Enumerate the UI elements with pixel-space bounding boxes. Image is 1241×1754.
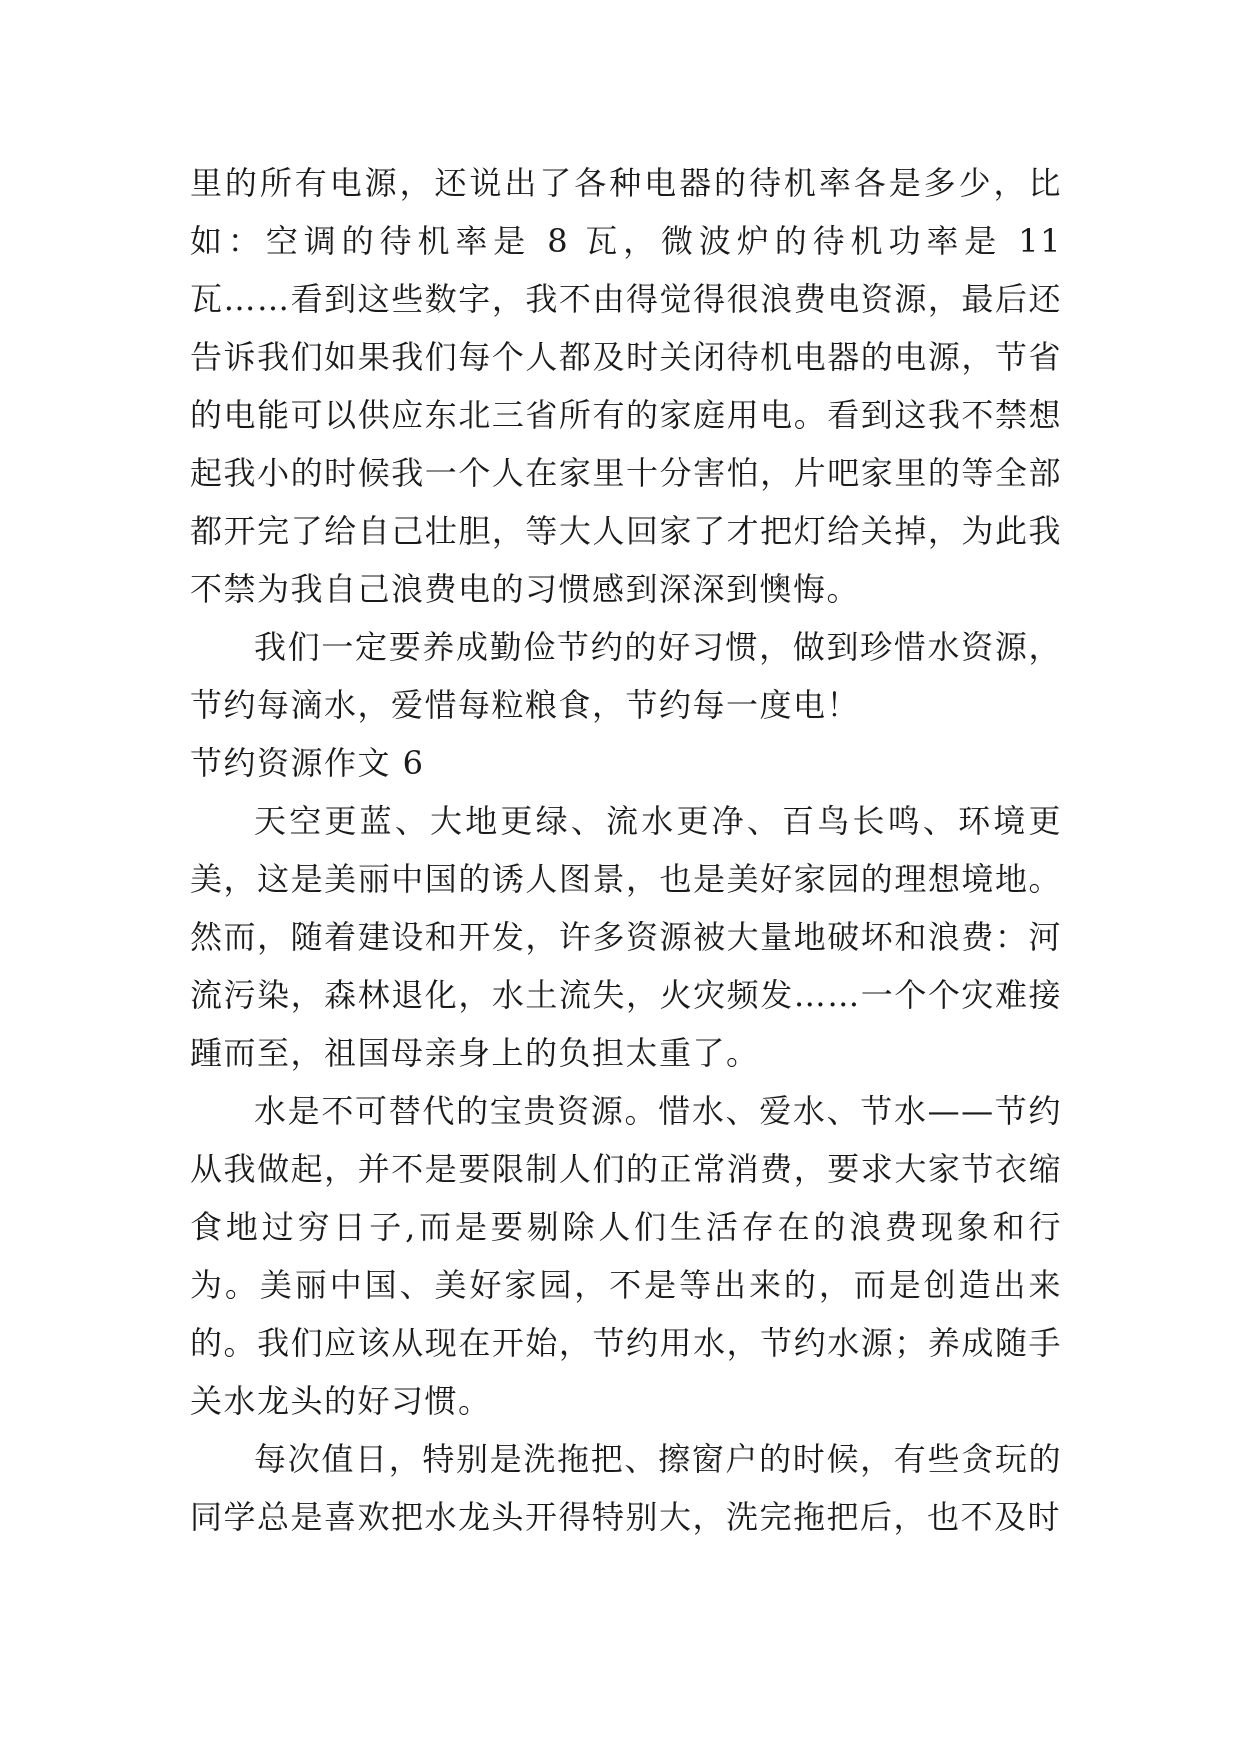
- paragraph-continued: 里的所有电源，还说出了各种电器的待机率各是多少，比如：空调的待机率是 8 瓦，微波炉的待机功率是 11 瓦……看到这些数字，我不由得觉得很浪费电资源，最后还告诉我们如果我们每个人都及时关闭待机电器的电源，节省的电能可以供应东北三省所有的家庭用电。看到这我不禁想起我小的时候我一个人在家里十分害怕，片吧家里的等全部都开完了给自己壮胆，等大人回家了才把灯给关掉，为此我不禁为我自己浪费电的习惯感到深深到懊悔。: [190, 164, 1062, 608]
- paragraph-duty: 每次值日，特别是洗拖把、擦窗户的时候，有些贪玩的同学总是喜欢把水龙头开得特别大，洗完拖把后，也不及时: [190, 1440, 1062, 1536]
- section-title: 节约资源作文 6: [190, 744, 425, 782]
- paragraph-water: 水是不可替代的宝贵资源。惜水、爱水、节水——节约从我做起，并不是要限制人们的正常消费，要求大家节衣缩食地过穷日子,而是要剔除人们生活存在的浪费现象和行为。美丽中国、美好家园，不是等出来的，而是创造出来的。我们应该从现在开始，节约用水，节约水源；养成随手关水龙头的好习惯。: [190, 1092, 1062, 1420]
- paragraph-conclusion: 我们一定要养成勤俭节约的好习惯，做到珍惜水资源，节约每滴水，爱惜每粒粮食，节约每一度电！: [190, 628, 1062, 724]
- document-body: [190, 154, 1062, 1546]
- paragraph-intro: 天空更蓝、大地更绿、流水更净、百鸟长鸣、环境更美，这是美丽中国的诱人图景，也是美好家园的理想境地。然而，随着建设和开发，许多资源被大量地破坏和浪费：河流污染，森林退化，水土流失，火灾频发……一个个灾难接踵而至，祖国母亲身上的负担太重了。: [190, 802, 1062, 1072]
